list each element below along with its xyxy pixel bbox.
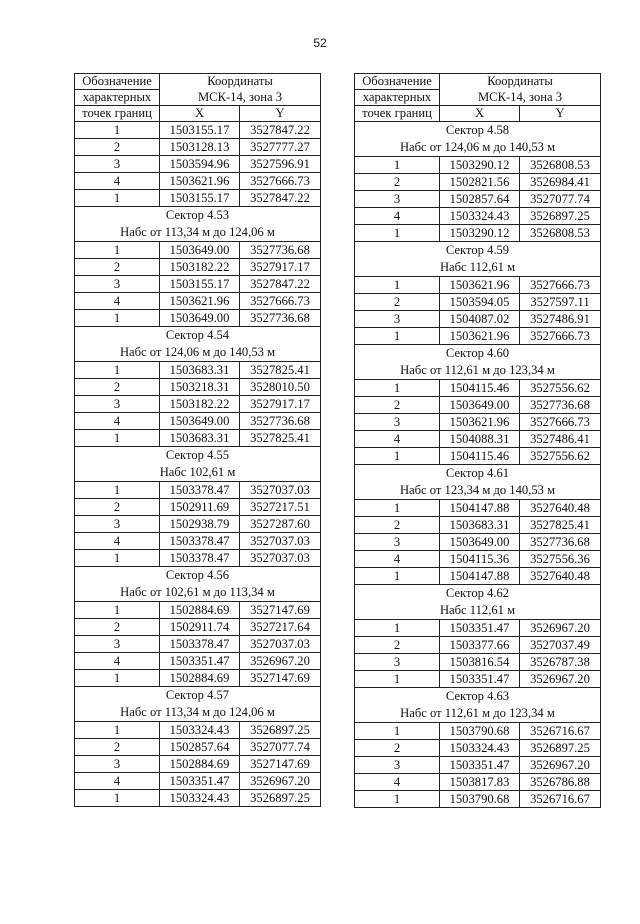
point-number-cell: 1 — [355, 620, 440, 637]
x-coordinate-cell: 1503290.12 — [440, 157, 520, 174]
y-coordinate-cell: 3526897.25 — [520, 208, 601, 225]
sector-title: Сектор 4.61 — [355, 465, 601, 483]
table-row — [75, 276, 321, 293]
point-number-cell: 1 — [355, 448, 440, 465]
x-coordinate-cell: 1503378.47 — [160, 550, 240, 567]
y-coordinate-cell: 3527486.41 — [520, 431, 601, 448]
sector-height-range: Набс от 113,34 м до 124,06 м — [75, 704, 321, 722]
point-number-cell: 2 — [355, 637, 440, 654]
x-coordinate-cell: 1503683.31 — [160, 362, 240, 379]
x-coordinate-cell: 1503324.43 — [440, 208, 520, 225]
sector-title-row — [355, 242, 601, 260]
table-row — [355, 671, 601, 688]
x-coordinate-cell: 1502911.74 — [160, 619, 240, 636]
point-number-cell: 4 — [355, 774, 440, 791]
table-row — [355, 191, 601, 208]
point-number-cell: 3 — [75, 156, 160, 173]
point-number-cell: 2 — [355, 517, 440, 534]
x-coordinate-cell: 1503649.00 — [160, 242, 240, 259]
table-row — [75, 516, 321, 533]
sector-title: Сектор 4.56 — [75, 567, 321, 585]
point-number-cell: 3 — [355, 311, 440, 328]
sector-title: Сектор 4.60 — [355, 345, 601, 363]
point-number-cell: 3 — [75, 516, 160, 533]
table-row — [75, 619, 321, 636]
point-number-cell: 2 — [355, 174, 440, 191]
table-row — [355, 774, 601, 791]
y-coordinate-cell: 3527037.03 — [240, 533, 321, 550]
header-designation-line-1: Обозначение — [355, 74, 440, 90]
sector-title-row — [75, 567, 321, 585]
table-row — [355, 534, 601, 551]
table-row — [75, 173, 321, 190]
sector-title-row — [75, 687, 321, 705]
x-coordinate-cell: 1503290.12 — [440, 225, 520, 242]
sector-height-range: Набс от 113,34 м до 124,06 м — [75, 224, 321, 242]
y-coordinate-cell: 3527777.27 — [240, 139, 321, 156]
y-coordinate-cell: 3526967.20 — [520, 671, 601, 688]
sector-title-row — [355, 345, 601, 363]
point-number-cell: 1 — [75, 190, 160, 207]
table-row — [75, 242, 321, 259]
sector-title-row — [75, 447, 321, 465]
sector-height-range: Набс от 102,61 м до 113,34 м — [75, 584, 321, 602]
table-row — [355, 654, 601, 671]
x-coordinate-cell: 1503378.47 — [160, 482, 240, 499]
table-row — [75, 739, 321, 756]
table-row — [75, 653, 321, 670]
table-body-left — [75, 122, 321, 807]
table-row — [355, 757, 601, 774]
header-designation-line-3: точек границ — [355, 106, 440, 122]
table-row — [355, 500, 601, 517]
table-row — [355, 294, 601, 311]
x-coordinate-cell: 1503621.96 — [440, 277, 520, 294]
point-number-cell: 1 — [75, 670, 160, 687]
table-row — [75, 396, 321, 413]
y-coordinate-cell: 3527077.74 — [240, 739, 321, 756]
header-y: Y — [520, 106, 601, 122]
sector-title: Сектор 4.57 — [75, 687, 321, 705]
x-coordinate-cell: 1503621.96 — [440, 328, 520, 345]
y-coordinate-cell: 3526984.41 — [520, 174, 601, 191]
y-coordinate-cell: 3527486.91 — [520, 311, 601, 328]
table-row — [75, 310, 321, 327]
table-row — [75, 499, 321, 516]
y-coordinate-cell: 3526716.67 — [520, 791, 601, 808]
point-number-cell: 1 — [355, 500, 440, 517]
table-row — [355, 620, 601, 637]
x-coordinate-cell: 1503621.96 — [160, 293, 240, 310]
point-number-cell: 4 — [355, 208, 440, 225]
point-number-cell: 1 — [75, 242, 160, 259]
y-coordinate-cell: 3527736.68 — [240, 413, 321, 430]
y-coordinate-cell: 3527640.48 — [520, 500, 601, 517]
table-row — [355, 448, 601, 465]
sector-height-range: Набс от 112,61 м до 123,34 м — [355, 705, 601, 723]
point-number-cell: 2 — [75, 259, 160, 276]
x-coordinate-cell: 1503351.47 — [440, 671, 520, 688]
point-number-cell: 4 — [75, 413, 160, 430]
y-coordinate-cell: 3526897.25 — [520, 740, 601, 757]
point-number-cell: 4 — [75, 293, 160, 310]
x-coordinate-cell: 1502884.69 — [160, 756, 240, 773]
x-coordinate-cell: 1503155.17 — [160, 276, 240, 293]
y-coordinate-cell: 3527217.51 — [240, 499, 321, 516]
table-row — [355, 740, 601, 757]
y-coordinate-cell: 3527556.62 — [520, 380, 601, 397]
y-coordinate-cell: 3527666.73 — [240, 173, 321, 190]
point-number-cell: 4 — [75, 653, 160, 670]
x-coordinate-cell: 1503351.47 — [440, 757, 520, 774]
table-row — [75, 430, 321, 447]
point-number-cell: 2 — [355, 294, 440, 311]
table-row — [75, 773, 321, 790]
y-coordinate-cell: 3527917.17 — [240, 396, 321, 413]
x-coordinate-cell: 1502884.69 — [160, 670, 240, 687]
x-coordinate-cell: 1503378.47 — [160, 636, 240, 653]
x-coordinate-cell: 1503218.31 — [160, 379, 240, 396]
sector-title: Сектор 4.58 — [355, 122, 601, 140]
y-coordinate-cell: 3526967.20 — [520, 757, 601, 774]
point-number-cell: 1 — [75, 550, 160, 567]
point-number-cell: 1 — [75, 122, 160, 139]
header-coordinate-system: МСК-14, зона 3 — [440, 90, 601, 106]
sector-height-range: Набс от 123,34 м до 140,53 м — [355, 482, 601, 500]
point-number-cell: 2 — [75, 619, 160, 636]
y-coordinate-cell: 3527666.73 — [520, 277, 601, 294]
sector-title: Сектор 4.59 — [355, 242, 601, 260]
x-coordinate-cell: 1503594.96 — [160, 156, 240, 173]
table-row — [355, 225, 601, 242]
sector-title-row — [355, 465, 601, 483]
sector-height-range: Набс 112,61 м — [355, 602, 601, 620]
table-row — [75, 156, 321, 173]
header-designation-line-3: точек границ — [75, 106, 160, 122]
point-number-cell: 1 — [355, 328, 440, 345]
sector-title: Сектор 4.53 — [75, 207, 321, 225]
header-designation-line-2: характерных — [355, 90, 440, 106]
x-coordinate-cell: 1504115.36 — [440, 551, 520, 568]
point-number-cell: 4 — [75, 173, 160, 190]
sector-height-range: Набс от 124,06 м до 140,53 м — [355, 139, 601, 157]
table-row — [75, 602, 321, 619]
sector-title-row — [355, 585, 601, 603]
coordinates-table-left — [74, 73, 321, 807]
coordinates-table-right — [354, 73, 601, 808]
table-row — [75, 636, 321, 653]
y-coordinate-cell: 3527847.22 — [240, 122, 321, 139]
x-coordinate-cell: 1504147.88 — [440, 500, 520, 517]
point-number-cell: 2 — [75, 139, 160, 156]
sector-height-range: Набс от 124,06 м до 140,53 м — [75, 344, 321, 362]
point-number-cell: 4 — [355, 551, 440, 568]
header-x: X — [440, 106, 520, 122]
sector-subtitle-row — [355, 482, 601, 500]
point-number-cell: 1 — [75, 602, 160, 619]
point-number-cell: 1 — [75, 430, 160, 447]
point-number-cell: 1 — [355, 157, 440, 174]
x-coordinate-cell: 1503816.54 — [440, 654, 520, 671]
point-number-cell: 1 — [75, 722, 160, 739]
y-coordinate-cell: 3527736.68 — [520, 397, 601, 414]
table-row — [355, 397, 601, 414]
y-coordinate-cell: 3527917.17 — [240, 259, 321, 276]
table-row — [355, 414, 601, 431]
sector-subtitle-row — [75, 224, 321, 242]
x-coordinate-cell: 1504115.46 — [440, 380, 520, 397]
table-row — [355, 431, 601, 448]
table-row — [355, 637, 601, 654]
sector-height-range: Набс 112,61 м — [355, 259, 601, 277]
header-coordinates-title: Координаты — [160, 74, 321, 90]
point-number-cell: 3 — [75, 756, 160, 773]
point-number-cell: 1 — [355, 671, 440, 688]
point-number-cell: 1 — [75, 310, 160, 327]
y-coordinate-cell: 3527287.60 — [240, 516, 321, 533]
y-coordinate-cell: 3526787.38 — [520, 654, 601, 671]
point-number-cell: 1 — [355, 277, 440, 294]
sector-title: Сектор 4.55 — [75, 447, 321, 465]
x-coordinate-cell: 1503649.00 — [160, 413, 240, 430]
table-row — [355, 208, 601, 225]
x-coordinate-cell: 1503378.47 — [160, 533, 240, 550]
x-coordinate-cell: 1503155.17 — [160, 122, 240, 139]
y-coordinate-cell: 3527666.73 — [520, 414, 601, 431]
x-coordinate-cell: 1503683.31 — [160, 430, 240, 447]
table-body-right — [355, 122, 601, 808]
y-coordinate-cell: 3526808.53 — [520, 157, 601, 174]
sector-subtitle-row — [75, 584, 321, 602]
y-coordinate-cell: 3527037.03 — [240, 550, 321, 567]
point-number-cell: 2 — [75, 739, 160, 756]
x-coordinate-cell: 1503351.47 — [160, 653, 240, 670]
point-number-cell: 3 — [355, 414, 440, 431]
sector-subtitle-row — [355, 705, 601, 723]
table-row — [355, 551, 601, 568]
sector-subtitle-row — [75, 344, 321, 362]
y-coordinate-cell: 3527596.91 — [240, 156, 321, 173]
table-row — [75, 550, 321, 567]
y-coordinate-cell: 3527077.74 — [520, 191, 601, 208]
x-coordinate-cell: 1503351.47 — [440, 620, 520, 637]
sector-subtitle-row — [355, 139, 601, 157]
sector-title-row — [355, 122, 601, 140]
sector-subtitle-row — [355, 259, 601, 277]
point-number-cell: 1 — [355, 568, 440, 585]
x-coordinate-cell: 1502884.69 — [160, 602, 240, 619]
x-coordinate-cell: 1503128.13 — [160, 139, 240, 156]
y-coordinate-cell: 3527640.48 — [520, 568, 601, 585]
sector-height-range: Набс от 112,61 м до 123,34 м — [355, 362, 601, 380]
page-number: 52 — [313, 36, 327, 50]
x-coordinate-cell: 1503351.47 — [160, 773, 240, 790]
x-coordinate-cell: 1503683.31 — [440, 517, 520, 534]
point-number-cell: 3 — [355, 534, 440, 551]
point-number-cell: 4 — [75, 533, 160, 550]
point-number-cell: 2 — [355, 740, 440, 757]
sector-title: Сектор 4.62 — [355, 585, 601, 603]
y-coordinate-cell: 3527556.62 — [520, 448, 601, 465]
x-coordinate-cell: 1503649.00 — [160, 310, 240, 327]
y-coordinate-cell: 3527556.36 — [520, 551, 601, 568]
table-row — [355, 380, 601, 397]
x-coordinate-cell: 1502938.79 — [160, 516, 240, 533]
point-number-cell: 3 — [75, 276, 160, 293]
y-coordinate-cell: 3527147.69 — [240, 602, 321, 619]
header-y: Y — [240, 106, 321, 122]
y-coordinate-cell: 3526808.53 — [520, 225, 601, 242]
sector-title: Сектор 4.54 — [75, 327, 321, 345]
point-number-cell: 1 — [355, 791, 440, 808]
table-row — [75, 670, 321, 687]
y-coordinate-cell: 3526897.25 — [240, 790, 321, 807]
table-row — [75, 790, 321, 807]
point-number-cell: 2 — [75, 379, 160, 396]
table-row — [75, 190, 321, 207]
table-row — [355, 328, 601, 345]
x-coordinate-cell: 1503324.43 — [160, 790, 240, 807]
point-number-cell: 2 — [75, 499, 160, 516]
point-number-cell: 1 — [75, 790, 160, 807]
x-coordinate-cell: 1504088.31 — [440, 431, 520, 448]
table-row — [355, 568, 601, 585]
table-row — [75, 139, 321, 156]
y-coordinate-cell: 3527147.69 — [240, 756, 321, 773]
point-number-cell: 1 — [355, 225, 440, 242]
table-row — [355, 517, 601, 534]
x-coordinate-cell: 1502857.64 — [440, 191, 520, 208]
table-row — [75, 122, 321, 139]
sector-title-row — [355, 688, 601, 706]
point-number-cell: 2 — [355, 397, 440, 414]
table-row — [75, 756, 321, 773]
table-row — [355, 791, 601, 808]
y-coordinate-cell: 3527847.22 — [240, 190, 321, 207]
table-row — [75, 533, 321, 550]
sector-subtitle-row — [75, 704, 321, 722]
y-coordinate-cell: 3526897.25 — [240, 722, 321, 739]
y-coordinate-cell: 3527736.68 — [520, 534, 601, 551]
table-row — [355, 311, 601, 328]
x-coordinate-cell: 1503155.17 — [160, 190, 240, 207]
y-coordinate-cell: 3527037.49 — [520, 637, 601, 654]
header-designation-line-1: Обозначение — [75, 74, 160, 90]
point-number-cell: 4 — [355, 431, 440, 448]
point-number-cell: 3 — [355, 757, 440, 774]
header-x: X — [160, 106, 240, 122]
sector-subtitle-row — [355, 362, 601, 380]
sector-subtitle-row — [75, 464, 321, 482]
table-row — [75, 362, 321, 379]
point-number-cell: 3 — [75, 636, 160, 653]
point-number-cell: 3 — [355, 191, 440, 208]
y-coordinate-cell: 3527736.68 — [240, 242, 321, 259]
header-coordinate-system: МСК-14, зона 3 — [160, 90, 321, 106]
x-coordinate-cell: 1503621.96 — [160, 173, 240, 190]
y-coordinate-cell: 3526967.20 — [240, 773, 321, 790]
y-coordinate-cell: 3527736.68 — [240, 310, 321, 327]
x-coordinate-cell: 1503594.05 — [440, 294, 520, 311]
sector-subtitle-row — [355, 602, 601, 620]
table-row — [355, 157, 601, 174]
x-coordinate-cell: 1503649.00 — [440, 397, 520, 414]
table-row — [75, 293, 321, 310]
y-coordinate-cell: 3526967.20 — [520, 620, 601, 637]
point-number-cell: 1 — [75, 362, 160, 379]
y-coordinate-cell: 3527147.69 — [240, 670, 321, 687]
header-coordinates-title: Координаты — [440, 74, 601, 90]
x-coordinate-cell: 1502911.69 — [160, 499, 240, 516]
x-coordinate-cell: 1504115.46 — [440, 448, 520, 465]
point-number-cell: 4 — [75, 773, 160, 790]
point-number-cell: 1 — [355, 380, 440, 397]
point-number-cell: 3 — [75, 396, 160, 413]
table-row — [355, 277, 601, 294]
y-coordinate-cell: 3527847.22 — [240, 276, 321, 293]
table-row — [75, 259, 321, 276]
header-designation-line-2: характерных — [75, 90, 160, 106]
y-coordinate-cell: 3527597.11 — [520, 294, 601, 311]
sector-title: Сектор 4.63 — [355, 688, 601, 706]
x-coordinate-cell: 1503649.00 — [440, 534, 520, 551]
y-coordinate-cell: 3527825.41 — [240, 362, 321, 379]
x-coordinate-cell: 1502821.56 — [440, 174, 520, 191]
sector-height-range: Набс 102,61 м — [75, 464, 321, 482]
x-coordinate-cell: 1503182.22 — [160, 259, 240, 276]
y-coordinate-cell: 3526967.20 — [240, 653, 321, 670]
x-coordinate-cell: 1504147.88 — [440, 568, 520, 585]
point-number-cell: 1 — [355, 723, 440, 740]
y-coordinate-cell: 3527666.73 — [520, 328, 601, 345]
x-coordinate-cell: 1503621.96 — [440, 414, 520, 431]
x-coordinate-cell: 1503182.22 — [160, 396, 240, 413]
x-coordinate-cell: 1503324.43 — [440, 740, 520, 757]
y-coordinate-cell: 3527825.41 — [520, 517, 601, 534]
table-row — [75, 413, 321, 430]
x-coordinate-cell: 1504087.02 — [440, 311, 520, 328]
table-row — [75, 482, 321, 499]
table-row — [75, 722, 321, 739]
y-coordinate-cell: 3527037.03 — [240, 482, 321, 499]
table-row — [355, 723, 601, 740]
y-coordinate-cell: 3526786.88 — [520, 774, 601, 791]
table-row — [355, 174, 601, 191]
y-coordinate-cell: 3526716.67 — [520, 723, 601, 740]
y-coordinate-cell: 3527217.64 — [240, 619, 321, 636]
table-row — [75, 379, 321, 396]
point-number-cell: 1 — [75, 482, 160, 499]
x-coordinate-cell: 1502857.64 — [160, 739, 240, 756]
x-coordinate-cell: 1503790.68 — [440, 791, 520, 808]
sector-title-row — [75, 327, 321, 345]
y-coordinate-cell: 3528010.50 — [240, 379, 321, 396]
sector-title-row — [75, 207, 321, 225]
point-number-cell: 3 — [355, 654, 440, 671]
x-coordinate-cell: 1503324.43 — [160, 722, 240, 739]
x-coordinate-cell: 1503377.66 — [440, 637, 520, 654]
x-coordinate-cell: 1503817.83 — [440, 774, 520, 791]
y-coordinate-cell: 3527037.03 — [240, 636, 321, 653]
y-coordinate-cell: 3527825.41 — [240, 430, 321, 447]
x-coordinate-cell: 1503790.68 — [440, 723, 520, 740]
y-coordinate-cell: 3527666.73 — [240, 293, 321, 310]
